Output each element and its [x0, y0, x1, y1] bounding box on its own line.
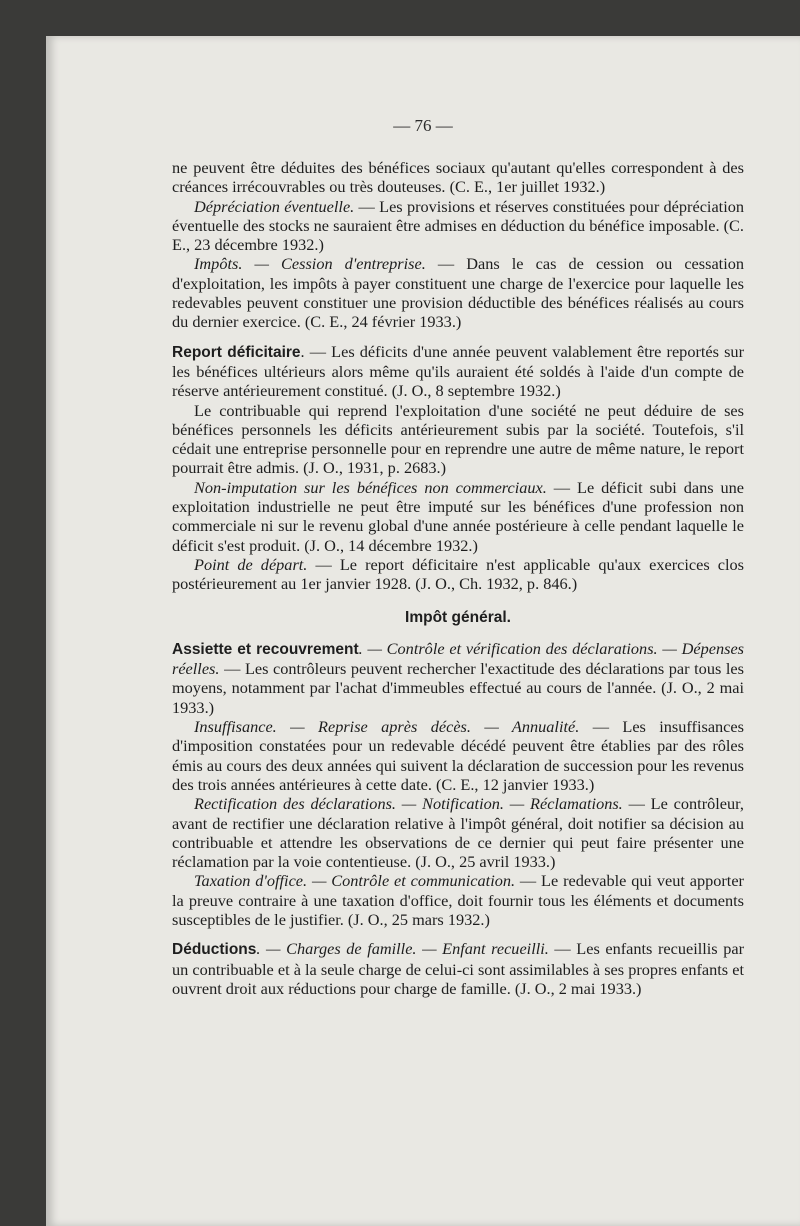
heading-point-depart: Point de départ. [194, 554, 308, 574]
paragraph-impots: Impôts. — Cession d'entreprise. — Dans le cas de cession ou cessation d'exploitation, les impôts à payer constituent une charge de l'exercice pour laquelle les redevables peuvent constituer une provision déductible des bénéfices réalisés au cours du dernier exercice. (C. E., 24 février 1933.) [172, 254, 744, 332]
heading-rectification: Rectification des déclarations. — Notification. — Réclamations. [194, 794, 623, 814]
section-title: Impôt général. [405, 608, 511, 626]
paragraph-insuffisance: Insuffisance. — Reprise après décès. — Annualité. — Les insuffisances d'imposition constatées pour un redevable décédé peuvent être établies par des rôles émis au cours des deux années qui suivent la déclaration de succession pour les revenus des trois années antérieures à cette date. (C. E., 12 janvier 1933.) [172, 717, 744, 794]
heading-report-deficitaire: Report déficitaire [172, 343, 301, 361]
heading-non-imputation: Non-imputation sur les bénéfices non commerciaux. [194, 477, 547, 497]
paragraph-deductions: Déductions. — Charges de famille. — Enfant recueilli. — Les enfants recueillis par un contribuable et à la seule charge de celui-ci sont assimilables à ses propres enfants et ouvrent droit aux réductions pour charge de famille. (J. O., 2 mai 1933.) [172, 939, 744, 998]
heading-insuffisance: Insuffisance. — Reprise après décès. — Annualité. [194, 717, 580, 737]
heading-deductions: Déductions [172, 941, 257, 959]
body-text [172, 158, 744, 998]
paragraph-non-imputation: Non-imputation sur les bénéfices non commerciaux. — Le déficit subi dans une exploitation industrielle ne peut être imputé sur les bénéfices d'une profession non commerciale ni sur le revenu global d'une année postérieure à celle pendant laquelle le déficit s'est produit. (J. O., 14 décembre 1932.) [172, 477, 745, 555]
paragraph-report-deficitaire: Report déficitaire. — Les déficits d'une année peuvent valablement être reportés sur les bénéfices ultérieurs alors même qu'ils auraient été soldés à l'aide d'un compte de réserve antérieurement constitué. (J. O., 8 septembre 1932.) [172, 341, 744, 401]
paragraph-taxation: Taxation d'office. — Contrôle et communication. — Le redevable qui veut apporter la preuve contraire à une taxation d'office, doit fournir tous les éléments et documents susceptibles de le justifier. (J. O., 25 mars 1932.) [172, 871, 744, 929]
paragraph-point-depart: Point de départ. — Le report déficitaire n'est applicable qu'aux exercices clos postérieurement au 1er janvier 1928. (J. O., Ch. 1932, p. 846.) [172, 554, 744, 594]
book-page [46, 36, 800, 1226]
paragraph-assiette: Assiette et recouvrement. — Contrôle et vérification des déclarations. — Dépenses réelles. — Les contrôleurs peuvent rechercher l'exactitude des déclarations par tous les moyens, notamment par l'achat d'immeubles effectué au cours de l'année. (J. O., 2 mai 1933.) [172, 638, 745, 717]
paragraph-depreciation: Dépréciation éventuelle. — Les provisions et réserves constituées pour dépréciation éventuelle des stocks ne sauraient être admises en déduction du bénéfice imposable. (C. E., 23 décembre 1932.) [172, 196, 744, 255]
paragraph-1: ne peuvent être déduites des bénéfices sociaux qu'autant qu'elles correspondent à des créances irrécouvrables ou très douteuses. (C. E., 1er juillet 1932.) [172, 158, 744, 197]
page-number: — 76 — [393, 116, 453, 135]
paragraph-rectification: Rectification des déclarations. — Notification. — Réclamations. — Le contrôleur, avant de rectifier une déclaration relative à l'impôt général, doit notifier sa décision au contribuable et attendre les observations de ce dernier qui peut faire présenter une réclamation par la voie contentieuse. (J. O., 25 avril 1933.) [172, 794, 744, 872]
heading-depreciation: Dépréciation éventuelle. [194, 196, 355, 216]
heading-impots: Impôts. — Cession d'entreprise. [194, 254, 426, 274]
heading-assiette: Assiette et recouvrement [172, 640, 359, 658]
paragraph-contribuable: Le contribuable qui reprend l'exploitation d'une société ne peut déduire de ses bénéfices personnels les déficits antérieurement subis par la société. Toutefois, s'il cédait une entreprise personnelle pour en reprendre une autre de même nature, le report pourrait être admis. (J. O., 1931, p. 2683.) [172, 400, 744, 478]
heading-taxation: Taxation d'office. — Contrôle et communication. [194, 871, 516, 891]
